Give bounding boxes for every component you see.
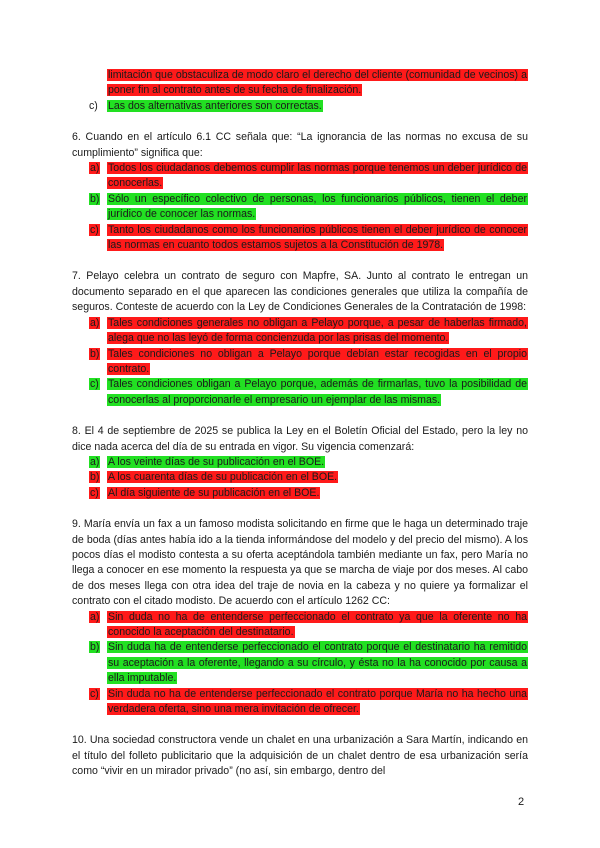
q6-option-c (72, 223, 528, 254)
option-letter: c) (90, 687, 99, 700)
option-text: Tales condiciones no obligan a Pelayo porque debían estar recogidas en el propio contrato. (108, 347, 527, 375)
q9-option-c (72, 687, 528, 718)
question-7: 7. Pelayo celebra un contrato de seguro con Mapfre, SA. Junto al contrato le entregan un documento separado en el que aparecen las condiciones generales que utiliza la compañía de seguros. Conteste de acuerdo con la Ley de Condiciones Generales de la Contratación de 1998: (72, 270, 528, 314)
question-7-options (72, 316, 528, 408)
continuation-text (72, 68, 528, 99)
option-letter: a) (90, 455, 100, 468)
option-letter: a) (90, 162, 100, 175)
q7-option-b (72, 347, 528, 378)
q8-option-c (72, 486, 528, 501)
option-text: Sin duda no ha de entenderse perfeccionado el contrato porque María no ha hecho una verdadera oferta, sino una mera invitación de ofrecer. (108, 687, 527, 716)
option-letter: a) (90, 610, 100, 623)
option-letter: b) (90, 192, 100, 205)
option-letter: a) (90, 316, 100, 329)
question-8-options (72, 455, 528, 501)
q8-option-a (72, 455, 528, 470)
option-letter: b) (90, 347, 100, 360)
option-text: Sin duda ha de entenderse perfeccionado el contrato porque el destinatario ha remitido su aceptación a la oferente, llegando a su círculo, y ésta no la ha conocido por causa a ella imputable. (108, 641, 527, 685)
option-letter: c) (90, 378, 99, 391)
question-9-options (72, 610, 528, 718)
option-text: Todos los ciudadanos debemos cumplir las normas porque tenemos un deber jurídico de conocerlas. (108, 162, 527, 190)
option-text: Tales condiciones generales no obligan a Pelayo porque, a pesar de haberlas firmado, alega que no las leyó de forma concienzuda por las prisas del momento. (108, 316, 527, 345)
option-letter: c) (90, 223, 99, 236)
option-text: Al día siguiente de su publicación en el BOE. (108, 486, 320, 499)
option-text: Sólo un específico colectivo de personas, los funcionarios públicos, tienen el deber jurídico de conocer las normas. (108, 192, 527, 221)
option-text: Las dos alternativas anteriores son correctas. (108, 99, 322, 112)
question-9: 9. María envía un fax a un famoso modista solicitando en firme que le haga un determinado traje de boda (días antes había ido a la tienda informándose del modelo y del precio del mismo). A los pocos días el modisto contesta a su oferta aceptándola también mediante un fax, pero María no llega a conocer en ese momento la respuesta ya que se marcha de viaje por dos meses. Al cabo de dos meses llega con otra idea del traje de novia en la cabeza y no quiere ya formalizar el contrato con el citado modisto. De acuerdo con el artículo 1262 CC: (72, 518, 528, 608)
q7-option-c (72, 377, 528, 408)
q7-option-a (72, 316, 528, 347)
option-text: A los veinte días de su publicación en el BOE. (108, 455, 325, 468)
q9-option-b (72, 640, 528, 686)
option-text: A los cuarenta días de su publicación en el BOE. (108, 471, 338, 484)
q9-option-a (72, 610, 528, 641)
question-10: 10. Una sociedad constructora vende un chalet en una urbanización a Sara Martín, indicando en el título del folleto publicitario que la adquisición de un chalet dentro de esa urbanización sería como “vivir en un mirador privado” (no así, sin embargo, dentro del (72, 734, 528, 778)
option-text: Sin duda no ha de entenderse perfeccionado el contrato ya que la oferente no ha conocido la aceptación del destinatario. (108, 610, 527, 638)
option-letter: c) (89, 99, 98, 112)
option-text: Tales condiciones obligan a Pelayo porque, además de firmarlas, tuvo la posibilidad de conocerlas al proporcionarle el empresario un ejemplar de las mismas. (108, 378, 527, 406)
question-6-options (72, 161, 528, 253)
q6-option-b (72, 192, 528, 223)
page-number: 2 (518, 796, 525, 808)
question-8: 8. El 4 de septiembre de 2025 se publica la Ley en el Boletín Oficial del Estado, pero la ley no dice nada acerca del día de su entrada en vigor. Su vigencia comenzará: (72, 425, 528, 453)
option-letter: c) (90, 486, 99, 499)
option-text: Tanto los ciudadanos como los funcionarios públicos tienen el deber jurídico de conocer las normas en cuanto todos estamos sujetos a la Constitución de 1978. (108, 223, 527, 252)
q6-option-a (72, 161, 528, 192)
page-content (72, 68, 528, 780)
prev-option-c (72, 99, 528, 114)
continuation-highlight: limitación que obstaculiza de modo claro el derecho del cliente (comunidad de vecinos) a poner fin al contrato antes de su fecha de finalización. (108, 69, 527, 97)
option-letter: b) (90, 471, 100, 484)
option-letter: b) (90, 641, 100, 654)
q8-option-b (72, 470, 528, 485)
question-6: 6. Cuando en el artículo 6.1 CC señala que: “La ignorancia de las normas no excusa de su cumplimiento” significa que: (72, 131, 528, 159)
